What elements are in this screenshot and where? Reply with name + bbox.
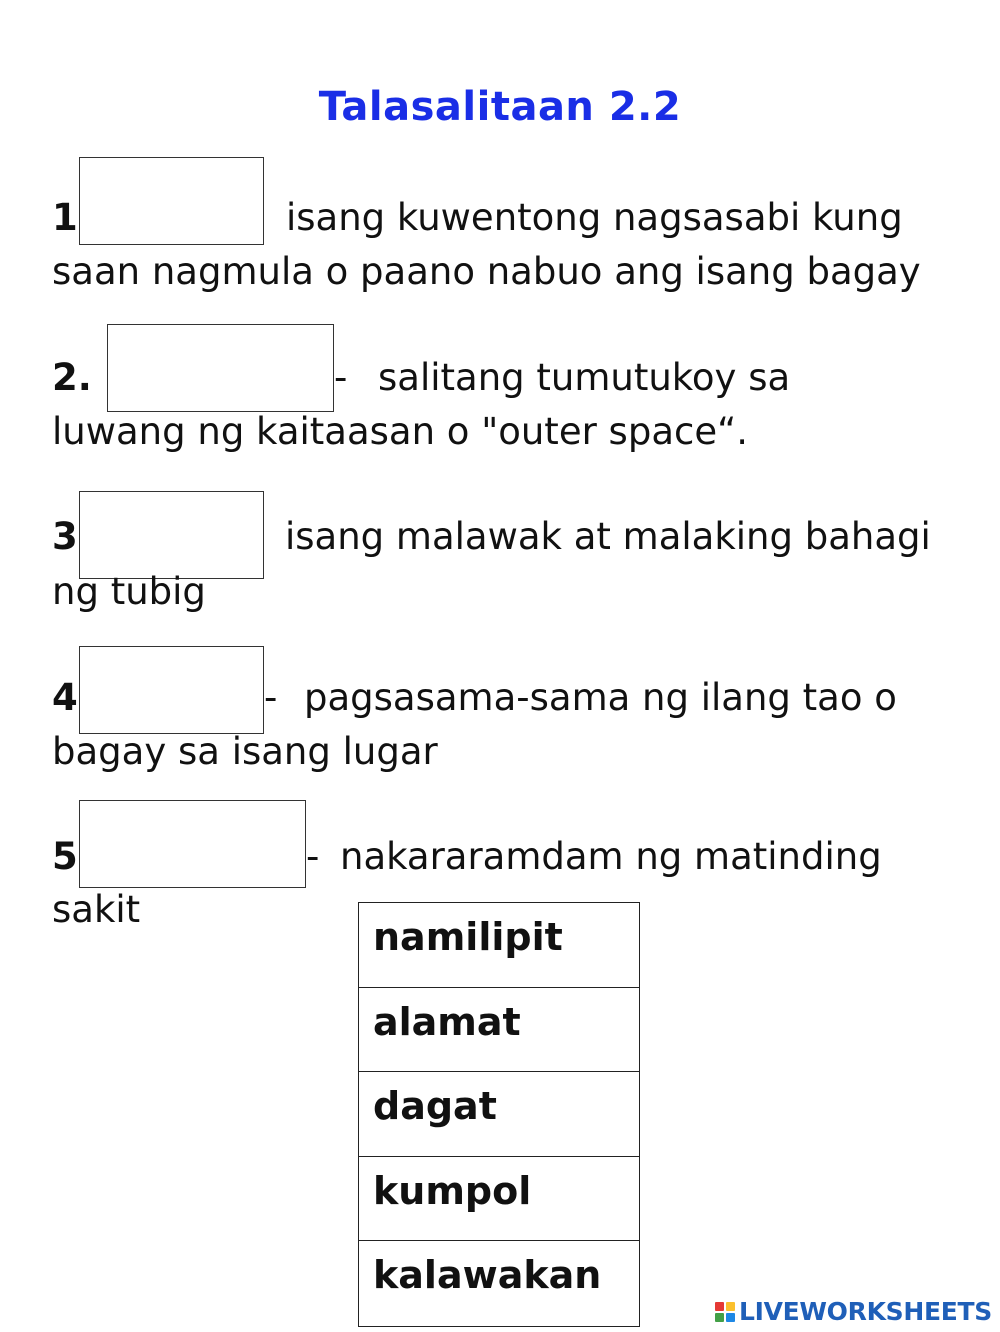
item-2-definition-line1: salitang tumutukoy sa xyxy=(378,356,791,399)
item-2-number: 2. xyxy=(52,356,92,399)
item-3-definition-line2: ng tubig xyxy=(52,570,206,613)
item-4-definition-line1: pagsasama-sama ng ilang tao o xyxy=(304,676,897,719)
answer-box-2[interactable] xyxy=(107,324,334,412)
word-bank-item[interactable]: dagat xyxy=(359,1072,639,1157)
logo-square-icon xyxy=(715,1302,724,1311)
logo-square-icon xyxy=(726,1302,735,1311)
answer-box-3[interactable] xyxy=(79,491,264,579)
item-1-definition-line1: isang kuwentong nagsasabi kung xyxy=(286,196,903,239)
item-2-definition-line2: luwang ng kaitaasan o "outer space“. xyxy=(52,410,749,453)
liveworksheets-logo-icon xyxy=(715,1302,735,1322)
answer-box-1[interactable] xyxy=(79,157,264,245)
item-1-definition-line2: saan nagmula o paano nabuo ang isang bagay xyxy=(52,250,921,293)
item-5-definition-line2: sakit xyxy=(52,888,141,931)
item-1-number: 1 xyxy=(52,196,78,239)
word-bank-item[interactable]: namilipit xyxy=(359,903,639,988)
word-bank-item[interactable]: alamat xyxy=(359,988,639,1073)
item-3-definition-line1: isang malawak at malaking bahagi xyxy=(285,515,931,558)
logo-square-icon xyxy=(726,1313,735,1322)
item-5-dash: - xyxy=(306,835,320,878)
logo-square-icon xyxy=(715,1313,724,1322)
answer-box-4[interactable] xyxy=(79,646,264,734)
item-5-number: 5 xyxy=(52,835,78,878)
item-4-number: 4 xyxy=(52,676,78,719)
answer-box-5[interactable] xyxy=(79,800,306,888)
word-bank-item[interactable]: kumpol xyxy=(359,1157,639,1242)
word-bank-item[interactable]: kalawakan xyxy=(373,1253,602,1298)
item-4-definition-line2: bagay sa isang lugar xyxy=(52,730,438,773)
word-bank xyxy=(358,902,640,1327)
worksheet-title: Talasalitaan 2.2 xyxy=(318,84,682,130)
item-2-dash: - xyxy=(334,356,348,399)
item-4-dash: - xyxy=(264,676,278,719)
liveworksheets-logo xyxy=(715,1297,992,1326)
liveworksheets-logo-text: LIVEWORKSHEETS xyxy=(738,1297,992,1326)
item-5-definition-line1: nakararamdam ng matinding xyxy=(340,835,882,878)
item-3-number: 3 xyxy=(52,515,78,558)
